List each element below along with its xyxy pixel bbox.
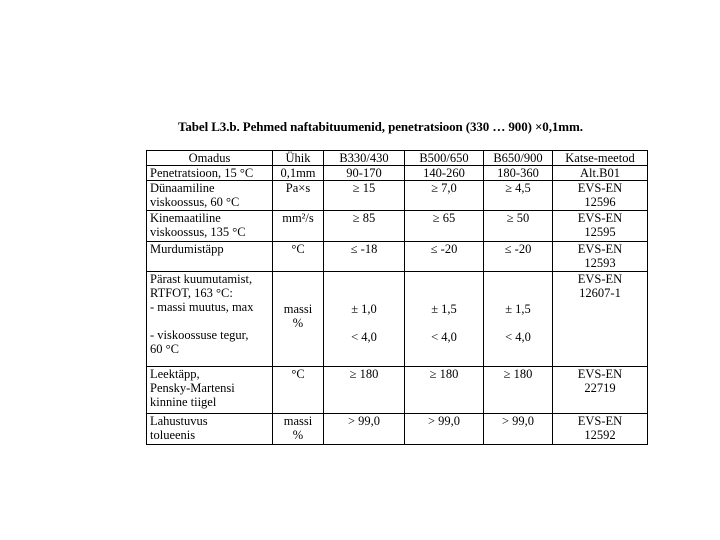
header-uhik: Ühik [273,151,324,166]
header-katsemeetod: Katse-meetod [553,151,648,166]
property-cell: Penetratsioon, 15 °C [147,166,273,181]
value-cell: > 99,0 [484,414,553,445]
table-row [147,367,648,414]
value-cell: > 99,0 [324,414,405,445]
value-cell: 180-360 [484,166,553,181]
table-row [147,211,648,242]
unit-cell: 0,1mm [273,166,324,181]
value-cell: ≤ -20 [405,242,484,272]
property-cell: Leektäpp, Pensky-Martensi kinnine tiigel [147,367,273,414]
method-cell: EVS-EN 12592 [553,414,648,445]
value-cell: ≤ -20 [484,242,553,272]
property-cell: Pärast kuumutamist, RTFOT, 163 °C: - massi muutus, max - viskoossuse tegur, 60 °C [147,272,273,367]
table-row [147,181,648,211]
unit-cell: Pa×s [273,181,324,211]
value-cell: ± 1,5 < 4,0 [484,272,553,367]
method-cell: EVS-EN 12593 [553,242,648,272]
value-cell: ≥ 85 [324,211,405,242]
table-row [147,272,648,367]
value-cell: ≥ 65 [405,211,484,242]
value-cell: ≥ 180 [484,367,553,414]
value-cell: ≥ 50 [484,211,553,242]
method-cell: EVS-EN 12607-1 [553,272,648,367]
table-header-row [147,151,648,166]
unit-cell: °C [273,367,324,414]
value-cell: 140-260 [405,166,484,181]
bitumen-properties-table [146,150,648,445]
property-cell: Dünaamiline viskoossus, 60 °C [147,181,273,211]
header-omadus: Omadus [147,151,273,166]
value-cell: > 99,0 [405,414,484,445]
method-cell: EVS-EN 22719 [553,367,648,414]
table-row [147,414,648,445]
property-cell: Lahustuvus tolueenis [147,414,273,445]
value-cell: ≥ 4,5 [484,181,553,211]
value-cell: ≥ 7,0 [405,181,484,211]
unit-cell: °C [273,242,324,272]
header-b500: B500/650 [405,151,484,166]
table-row [147,242,648,272]
value-cell: ± 1,0 < 4,0 [324,272,405,367]
method-cell: EVS-EN 12595 [553,211,648,242]
header-b330: B330/430 [324,151,405,166]
unit-cell: massi % [273,414,324,445]
unit-cell: mm²/s [273,211,324,242]
value-cell: 90-170 [324,166,405,181]
table-title: Tabel L3.b. Pehmed naftabituumenid, penetratsioon (330 … 900) ×0,1mm. [178,119,583,134]
value-cell: ≥ 15 [324,181,405,211]
header-b650: B650/900 [484,151,553,166]
value-cell: ≥ 180 [405,367,484,414]
property-cell: Murdumistäpp [147,242,273,272]
value-cell: ± 1,5 < 4,0 [405,272,484,367]
table-row [147,166,648,181]
unit-cell: massi % [273,272,324,367]
method-cell: Alt.B01 [553,166,648,181]
value-cell: ≤ -18 [324,242,405,272]
property-cell: Kinemaatiline viskoossus, 135 °C [147,211,273,242]
method-cell: EVS-EN 12596 [553,181,648,211]
value-cell: ≥ 180 [324,367,405,414]
